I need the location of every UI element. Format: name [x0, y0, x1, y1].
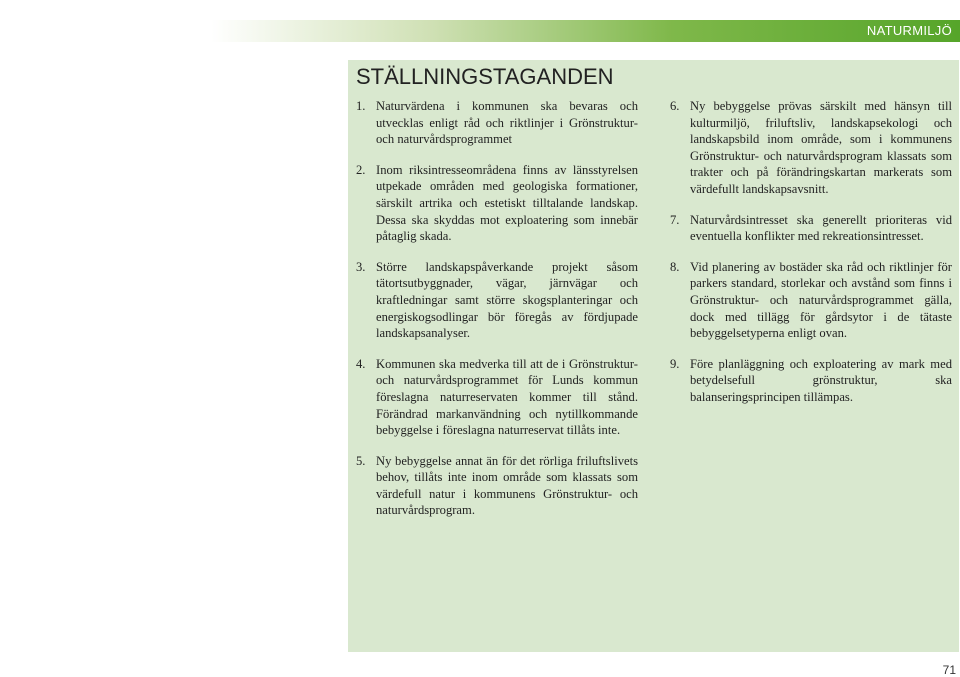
list-item [670, 98, 952, 198]
item-text: Ny bebyggelse prövas särskilt med hänsyn till kulturmiljö, friluftsliv, landskapsekologi och landskapsbild inom område, som i kommunens Grönstruktur- och naturvårdsprogram klassats som trakter och på förändringskartan markerats som värdefullt landskapsavsnitt. [690, 99, 952, 196]
page-title: STÄLLNINGSTAGANDEN [356, 64, 614, 89]
item-number: 9. [670, 356, 680, 371]
item-text: Naturvårdsintresset ska generellt prioriteras vid eventuella konflikter med rekreationsintresset. [690, 212, 952, 244]
section-label: NATURMILJÖ [866, 23, 952, 38]
item-text: Naturvärdena i kommunen ska bevaras och utvecklas enligt råd och riktlinjer i Grönstruktur- och naturvårdsprogrammet [376, 99, 638, 147]
item-number: 4. [356, 356, 366, 371]
left-column [356, 98, 638, 533]
item-number: 8. [670, 259, 680, 274]
right-column [670, 98, 952, 420]
page-number: 71 [942, 663, 956, 677]
list-item [670, 259, 952, 342]
list-item [670, 212, 952, 245]
item-text: Inom riksintresseområdena finns av länsstyrelsen utpekade områden med geologiska formationer, särskilt artrika och estetiskt tilltalande landskap. Dessa ska skyddas mot exploatering som innebär påtaglig skada. [376, 162, 638, 244]
item-text: Ny bebyggelse annat än för det rörliga friluftslivets behov, tillåts inte inom område som klassats som värdefull natur i kommunens Grönstruktur- och naturvårdsprogram. [376, 453, 638, 518]
item-text: Vid planering av bostäder ska råd och riktlinjer för parkers standard, storlekar och avstånd som finns i Grönstruktur- och naturvårdsprogrammet gälla, dock med tillägg för gårdsytor i de tätaste bebyggelsetyperna enligt ovan. [690, 259, 952, 341]
list-item [356, 453, 638, 519]
item-number: 7. [670, 212, 680, 227]
item-number: 1. [356, 99, 366, 113]
list-item [356, 259, 638, 342]
list-item [670, 356, 952, 406]
list-item [356, 98, 638, 148]
list-item [356, 162, 638, 245]
item-number: 3. [356, 259, 366, 274]
item-number: 2. [356, 162, 366, 177]
item-text: Före planläggning och exploatering av mark med betydelsefull grönstruktur, ska balanseringsprincipen tillämpas. [690, 356, 952, 404]
item-number: 6. [670, 99, 680, 113]
list-item [356, 356, 638, 439]
item-text: Större landskapspåverkande projekt såsom tätortsutbyggnader, vägar, järnvägar och kraftledningar samt större skogsplanteringar och energiskogsodlingar bör föregås av fördjupade landskapsanalyser. [376, 259, 638, 341]
header-bar [0, 20, 960, 42]
item-text: Kommunen ska medverka till att de i Grönstruktur- och naturvårdsprogrammet för Lunds kommun föreslagna naturreservaten kommer till stånd. Förändrad markanvändning och nytillkommande bebyggelse i föreslagna naturreservat tillåts inte. [376, 356, 638, 438]
item-number: 5. [356, 453, 366, 468]
